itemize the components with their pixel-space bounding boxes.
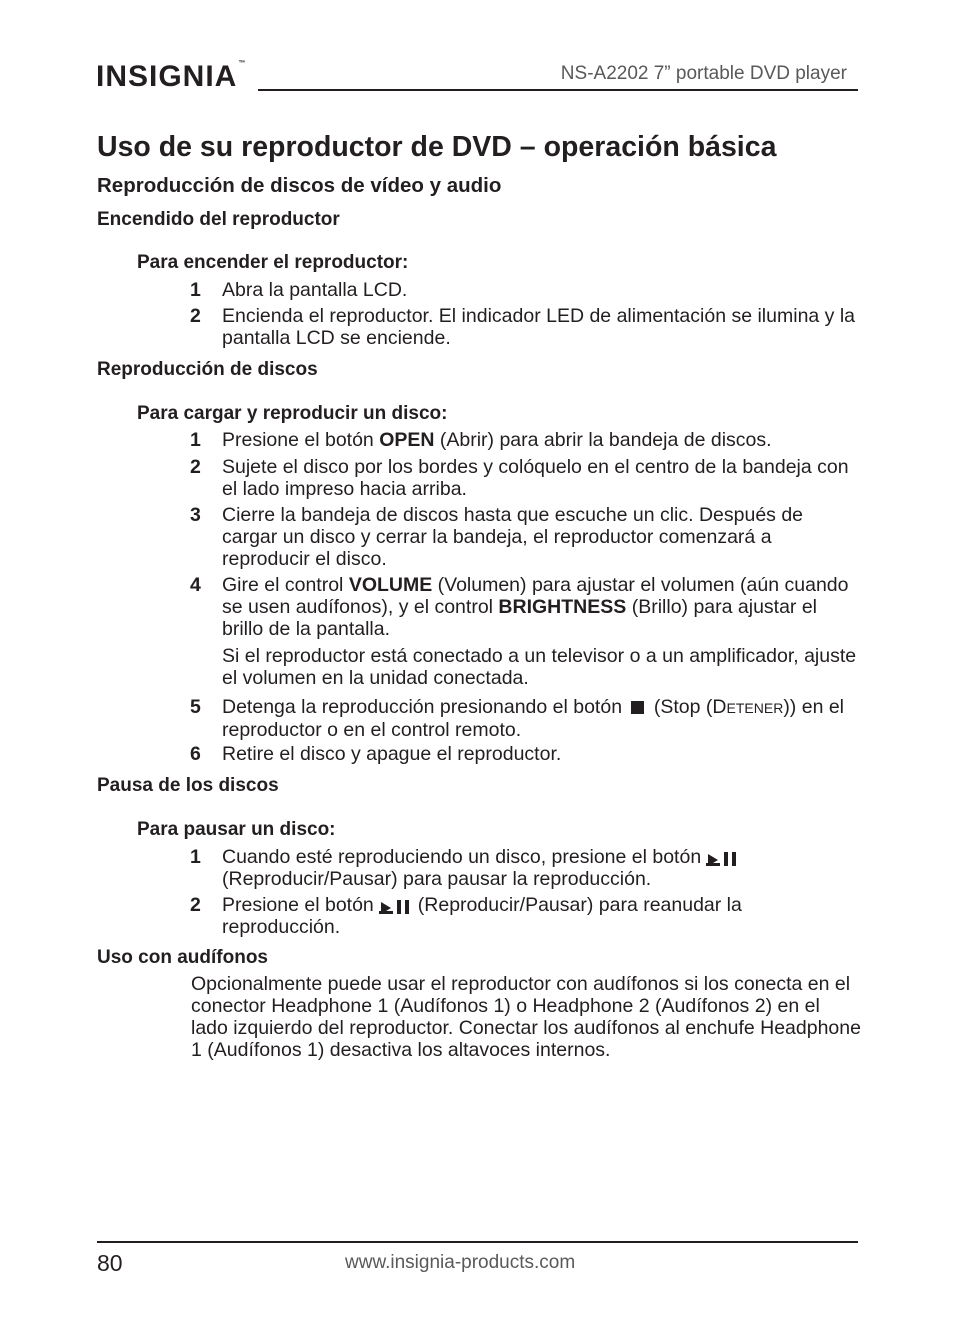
list-item: [190, 279, 860, 301]
step-number: 1: [190, 279, 201, 301]
step-text: Cuando esté reproduciendo un disco, presione el botón (Reproducir/Pausar) para pausar la reproducción.: [222, 846, 860, 890]
headphones-paragraph: Opcionalmente puede usar el reproductor con audífonos si los conecta en el conector Headphone 1 (Audífonos 1) o Headphone 2 (Audífonos 2) en el lado izquierdo del reproductor. Conectar los audífonos al enchufe Headphone 1 (Audífonos 1) desactiva los altavoces internos.: [191, 973, 861, 1061]
step-number: 1: [190, 429, 201, 451]
step-number: 6: [190, 743, 201, 765]
page-subtitle: Reproducción de discos de vídeo y audio: [97, 174, 502, 197]
step-note: Si el reproductor está conectado a un televisor o a un amplificador, ajuste el volumen en la unidad conectada.: [222, 645, 857, 689]
footer-rule: [97, 1241, 858, 1243]
step-number: 2: [190, 305, 201, 327]
step-text: Presione el botón (Reproducir/Pausar) para reanudar la reproducción.: [222, 894, 742, 938]
procedure-heading-pause: Para pausar un disco:: [137, 819, 336, 840]
step-number: 5: [190, 696, 201, 718]
step-number: 1: [190, 846, 201, 868]
stop-icon: [631, 701, 644, 714]
step-number: 3: [190, 504, 201, 526]
step-text: Detenga la reproducción presionando el botón (Stop (DETENER)) en el reproductor o en el control remoto.: [222, 696, 845, 741]
page-number: 80: [97, 1250, 123, 1276]
list-item: [190, 429, 860, 451]
step-number: 4: [190, 574, 201, 596]
page-title: Uso de su reproductor de DVD – operación básica: [97, 131, 777, 163]
step-number: 2: [190, 894, 201, 916]
step-number: 2: [190, 456, 201, 478]
trademark: ™: [238, 60, 246, 67]
step-text: Presione el botón OPEN (Abrir) para abrir la bandeja de discos.: [222, 429, 772, 451]
list-item: [190, 743, 860, 765]
play-pause-icon: [706, 850, 740, 866]
list-item: [190, 456, 860, 500]
footer-url: www.insignia-products.com: [345, 1252, 576, 1273]
model-name: NS-A2202 7” portable DVD player: [560, 63, 847, 84]
list-item: [190, 305, 860, 349]
brand-name: INSIGNIA: [96, 60, 238, 93]
procedure-heading-play: Para cargar y reproducir un disco:: [137, 403, 448, 424]
step-text: Cierre la bandeja de discos hasta que escuche un clic. Después de cargar un disco y cerrar la bandeja, el reproductor comenzará a reproducir el disco.: [222, 504, 804, 570]
section-heading-play: Reproducción de discos: [97, 359, 318, 380]
step-text: Retire el disco y apague el reproductor.: [222, 743, 562, 765]
list-item: [190, 696, 860, 741]
section-heading-power: Encendido del reproductor: [97, 209, 340, 230]
section-heading-pause: Pausa de los discos: [97, 775, 279, 796]
step-text: Abra la pantalla LCD.: [222, 279, 408, 301]
step-text: Gire el control VOLUME (Volumen) para ajustar el volumen (aún cuando se usen audífonos), y el control BRIGHTNESS (Brillo) para ajustar el brillo de la pantalla.: [222, 574, 849, 640]
procedure-heading-power: Para encender el reproductor:: [137, 252, 409, 273]
list-item: [190, 846, 860, 890]
play-pause-icon: [379, 898, 413, 914]
header-rule: [258, 89, 858, 91]
section-heading-headphones: Uso con audífonos: [97, 947, 268, 968]
list-item: [190, 894, 860, 938]
step-text: Encienda el reproductor. El indicador LED de alimentación se ilumina y la pantalla LCD se enciende.: [222, 305, 856, 349]
list-item: [190, 504, 860, 570]
list-item: [190, 574, 860, 640]
brand-logo: [96, 60, 245, 94]
step-text: Sujete el disco por los bordes y colóquelo en el centro de la bandeja con el lado impreso hacia arriba.: [222, 456, 849, 500]
